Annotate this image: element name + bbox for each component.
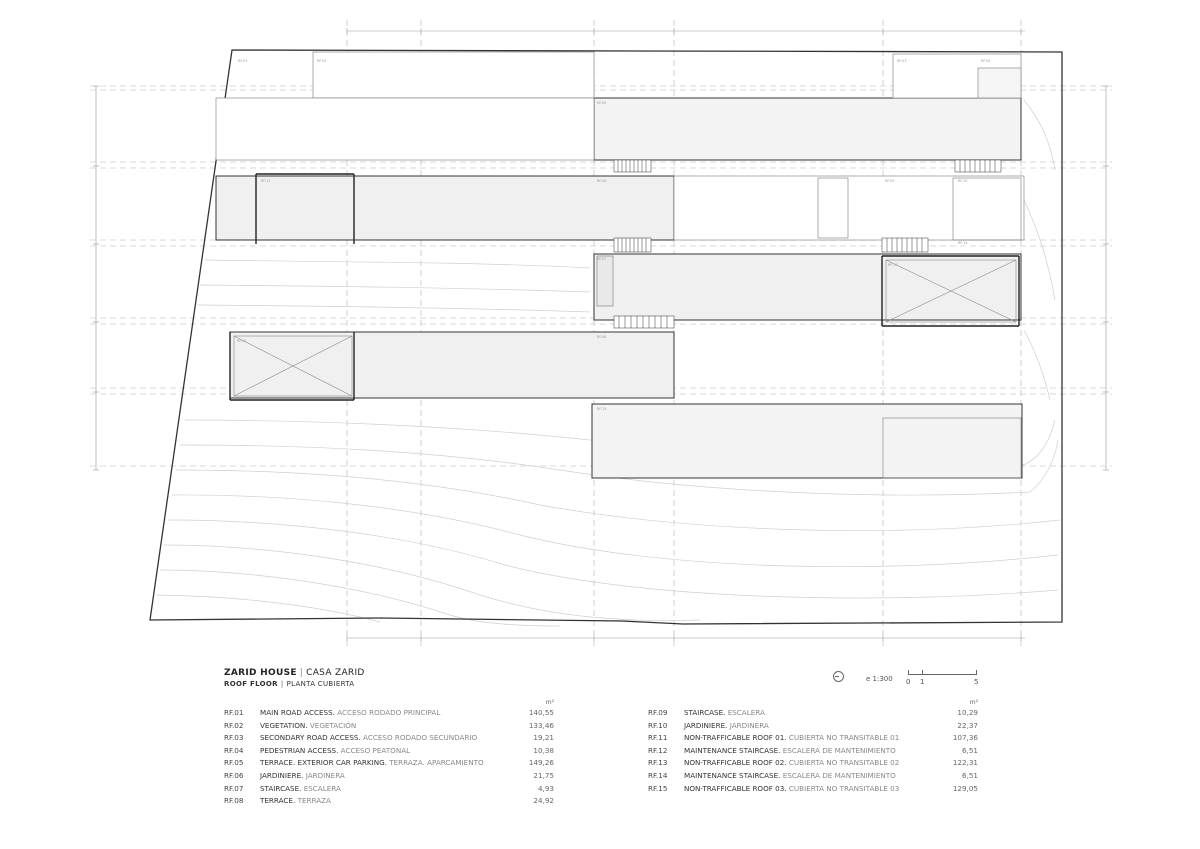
room-name [684,707,934,720]
room-name [684,732,934,745]
area-unit: m² [545,699,554,706]
title-separator: | [299,668,304,678]
room-name-es: CUBIERTA NO TRANSITABLE 01 [788,733,900,743]
scale-ratio: e 1:300 [866,675,893,683]
room-name [260,720,510,733]
room-name-en: NON-TRAFFICABLE ROOF 02. [684,758,787,768]
room-code: RF.05 [224,758,244,768]
area-unit: m² [969,699,978,706]
room-code: RF.02 [224,720,244,730]
room-name [684,745,934,758]
room-name [260,795,510,808]
room-name-en: SECONDARY ROAD ACCESS. [260,733,361,743]
room-row [648,707,978,720]
room-code: RF.01 [224,708,244,717]
room-name-es: ACCESO RODADO SECUNDARIO [363,733,478,743]
room-code: RF.03 [224,733,244,743]
scale-block [833,668,993,692]
plan-tag: RF.09 [885,179,895,183]
room-name-en: MAINTENANCE STAIRCASE. [684,745,781,755]
room-area: 21,75 [533,770,554,780]
room-code: RF.06 [224,770,244,780]
room-code: RF.09 [648,708,668,717]
room-row [224,770,554,783]
room-name-en: MAIN ROAD ACCESS. [260,708,335,717]
plan-tag: RF.01 [238,59,248,63]
room-name-es: CUBIERTA NO TRANSITABLE 02 [788,758,900,768]
room-code: RF.13 [648,758,668,768]
room-name-es: ACCESO PEATONAL [340,745,411,755]
room-area: 10,38 [533,745,554,755]
room-row [224,732,554,745]
room-name [684,783,934,796]
plan-tag: RF.10 [958,179,968,183]
room-area: 133,46 [528,720,554,730]
roof-volume-lower-middle [230,332,674,398]
room-area: 122,31 [952,758,978,768]
grid-rail-right [1103,86,1109,470]
room-name [260,745,510,758]
plan-tag: RF.07 [597,257,607,261]
room-name-es: TERRAZA [297,796,331,806]
room-schedule-left [224,698,554,808]
room-name-en: JARDINIERE. [260,770,304,780]
scale-label: 1 [920,678,925,686]
room-area: 10,29 [957,708,978,717]
plan-tag: RF.02 [317,59,327,63]
room-name-en: STAIRCASE. [684,708,726,717]
plan-tag: RF.12 [237,339,247,343]
room-name-es: VEGETACIÓN [309,720,357,730]
title-en: ZARID HOUSE [224,668,297,678]
scale-bar [906,670,979,686]
room-name-es: TERRAZA. APARCAMIENTO [389,758,484,768]
room-row [224,783,554,796]
plan-tag: RF.03 [897,59,907,63]
room-area: 24,92 [533,796,554,806]
room-name-en: NON-TRAFFICABLE ROOF 03. [684,783,787,793]
room-name [260,707,510,720]
room-row [648,720,978,733]
room-area: 22,37 [957,720,978,730]
subtitle-separator: | [280,680,284,688]
room-name [260,757,510,770]
room-name-en: STAIRCASE. [260,783,302,793]
room-name-en: MAINTENANCE STAIRCASE. [684,770,781,780]
plan-tag: RF.06 [597,179,607,183]
room-row [648,770,978,783]
room-name [684,720,934,733]
staircase-rf09 [614,238,651,252]
subtitle-es: PLANTA CUBIERTA [286,680,355,688]
room-name-es: JARDINERA [305,770,345,780]
north-arrow-icon [833,671,844,682]
room-code: RF.11 [648,733,668,743]
room-row [648,745,978,758]
plan-tag: RF.05 [597,101,607,105]
roof-volume-bottom [592,404,1022,478]
grid-rail-left [93,86,99,470]
plan-tag: RF.08 [597,335,607,339]
room-row [648,783,978,796]
room-row [224,707,554,720]
room-code: RF.08 [224,796,244,806]
staircase-center [614,316,674,328]
subtitle-en: ROOF FLOOR [224,680,278,688]
room-area: 6,51 [961,770,978,780]
room-area: 107,36 [952,733,978,743]
room-area: 140,55 [528,708,554,717]
roof-volume-center [594,254,1021,320]
title-es: CASA ZARID [306,668,365,678]
staircase-rf14 [882,238,928,252]
room-name-es: JARDINERA [729,720,769,730]
room-name [260,783,510,796]
room-area: 6,51 [961,745,978,755]
room-name-es: CUBIERTA NO TRANSITABLE 03 [788,783,900,793]
room-area: 129,05 [952,783,978,793]
plan-tag: RF.14 [958,241,968,245]
room-row [224,757,554,770]
grid-rail-top [347,28,1025,34]
room-row [224,720,554,733]
room-name-es: ACCESO RODADO PRINCIPAL [337,708,441,717]
room-code: RF.10 [648,720,668,730]
room-area: 149,26 [528,758,554,768]
roof-volume-top [594,98,1021,160]
room-name [684,757,934,770]
room-name-en: TERRACE. [260,796,296,806]
room-name-es: ESCALERA [727,708,765,717]
room-name-en: PEDESTRIAN ACCESS. [260,745,339,755]
room-name-en: TERRACE. EXTERIOR CAR PARKING. [260,758,387,768]
room-code: RF.12 [648,745,668,755]
room-row [224,745,554,758]
room-code: RF.07 [224,783,244,793]
room-name-en: NON-TRAFFICABLE ROOF 01. [684,733,787,743]
room-code: RF.14 [648,770,668,780]
room-name [684,770,934,783]
plan-tag: RF.11 [261,179,271,183]
room-code: RF.04 [224,745,244,755]
staircase-rf07 [614,160,651,172]
room-code: RF.15 [648,783,668,793]
plan-tag: RF.13 [888,263,898,267]
room-area: 19,21 [533,733,554,743]
room-area: 4,93 [537,783,554,793]
staircase-rf12 [955,160,1001,172]
room-row [224,795,554,808]
scale-label: 0 [906,678,911,686]
room-name [260,770,510,783]
room-name-es: ESCALERA DE MANTENIMIENTO [782,745,896,755]
room-row [648,732,978,745]
roof-volume-upper-middle [216,176,674,240]
room-name-en: VEGETATION. [260,720,308,730]
room-row [648,757,978,770]
room-name-es: ESCALERA [303,783,341,793]
scale-label: 5 [974,678,979,686]
room-schedule-right [648,698,978,795]
grid-rail-bottom [347,635,1025,641]
room-name-en: JARDINIERE. [684,720,728,730]
room-name [260,732,510,745]
plan-tag: RF.04 [981,59,991,63]
room-name-es: ESCALERA DE MANTENIMIENTO [782,770,896,780]
plan-tag: RF.15 [597,407,607,411]
